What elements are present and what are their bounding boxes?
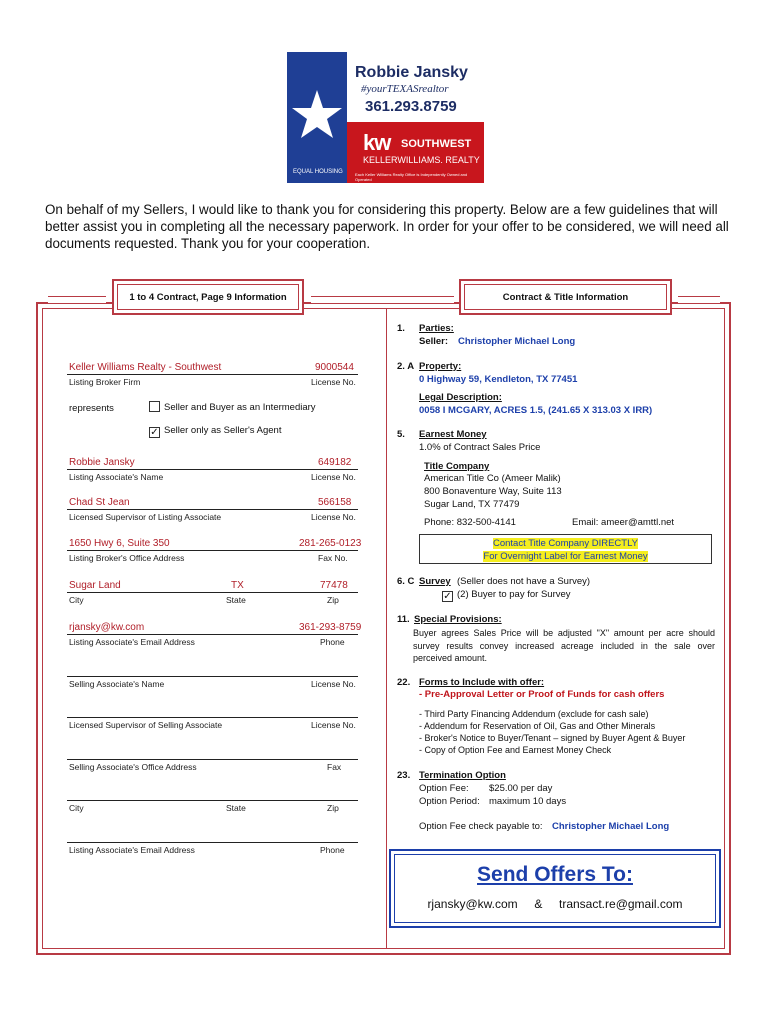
agent-phone: 361.293.8759 <box>365 98 457 115</box>
title-email: Email: ameer@amttl.net <box>572 517 675 528</box>
field-line <box>67 800 358 801</box>
field-line <box>67 469 358 470</box>
city-value: Sugar Land <box>69 580 121 591</box>
section-6-number: 6. C <box>397 576 415 587</box>
payable-label: Option Fee check payable to: <box>419 821 543 832</box>
special-provisions-text: Buyer agrees Sales Price will be adjusted "X" amount per acre should survey results convey increased acreage included in the sale over perceived amount. <box>413 628 715 663</box>
survey-checkbox[interactable]: ✓ <box>443 591 452 602</box>
forms-title: Forms to Include with offer: <box>419 677 545 688</box>
property-title: Property: <box>419 361 462 372</box>
sellers-agent-label: Seller only as Seller's Agent <box>164 425 282 436</box>
contact-note-line-1: Contact Title Company DIRECTLY <box>492 538 638 549</box>
option-fee-value: $25.00 per day <box>489 783 553 794</box>
property-value: 0 Highway 59, Kendleton, TX 77451 <box>419 374 578 385</box>
supervisor-value: Chad St Jean <box>69 497 130 508</box>
intro-paragraph: On behalf of my Sellers, I would like to thank you for considering this property. Below are a few guidelines that will better assist you in completing all the necessary paperwork. In order for your offer to be considered, we will need all documents requested. Thank you for your cooperation. <box>45 202 729 251</box>
title-company-title: Title Company <box>424 461 490 472</box>
zip-label: Zip <box>327 595 339 605</box>
office-address-label: Listing Broker's Office Address <box>69 553 185 563</box>
intermediary-checkbox[interactable] <box>149 401 160 412</box>
represents-label: represents <box>69 403 114 414</box>
email-value: rjansky@kw.com <box>69 622 145 633</box>
field-line <box>67 509 358 510</box>
license-label: License No. <box>311 679 356 689</box>
intermediary-option[interactable] <box>149 401 316 413</box>
header-rule <box>678 296 720 304</box>
send-offers-emails <box>391 897 719 911</box>
section-23-number: 23. <box>397 770 411 781</box>
forms-item: - Addendum for Reservation of Oil, Gas and Other Minerals <box>419 721 656 731</box>
city-label: City <box>69 803 84 813</box>
star-icon <box>291 88 343 140</box>
field-line <box>67 592 358 593</box>
agent-tagline: #yourTEXASrealtor <box>361 83 449 95</box>
assoc-license-value: 649182 <box>318 457 352 468</box>
seller-label: Seller: <box>419 336 449 347</box>
send-amp: & <box>534 897 543 911</box>
option-fee-label: Option Fee: <box>419 783 469 794</box>
option-period-value: maximum 10 days <box>489 796 567 807</box>
field-line <box>67 717 358 718</box>
broker-firm-label: Listing Broker Firm <box>69 377 141 387</box>
state-label: State <box>226 803 246 813</box>
fax-short-label: Fax <box>327 762 342 772</box>
assoc-name-label: Listing Associate's Name <box>69 472 164 482</box>
survey-title: Survey <box>419 576 451 587</box>
survey-option[interactable] <box>442 589 571 602</box>
assoc-name-value: Robbie Jansky <box>69 457 135 468</box>
phone-label: Phone <box>320 845 345 855</box>
special-provisions-title: Special Provisions: <box>414 614 502 625</box>
option-period-label: Option Period: <box>419 796 480 807</box>
send-offers-title: Send Offers To: <box>477 863 633 886</box>
section-22-number: 22. <box>397 677 411 688</box>
fax-label: Fax No. <box>318 553 348 563</box>
title-phone: Phone: 832-500-4141 <box>424 517 516 528</box>
send-email-2[interactable]: transact.re@gmail.com <box>559 897 683 911</box>
email-label-2: Listing Associate's Email Address <box>69 845 195 855</box>
agent-logo <box>287 52 484 183</box>
earnest-title: Earnest Money <box>419 429 487 440</box>
seller-value: Christopher Michael Long <box>458 336 576 347</box>
contact-title-note <box>419 534 712 564</box>
license-label: License No. <box>311 472 356 482</box>
termination-title: Termination Option <box>419 770 506 781</box>
supervisor-license-value: 566158 <box>318 497 352 508</box>
selling-name-label: Selling Associate's Name <box>69 679 165 689</box>
section-1-number: 1. <box>397 323 405 334</box>
phone-value: 361-293-8759 <box>299 622 362 633</box>
phone-label: Phone <box>320 637 345 647</box>
payable-value: Christopher Michael Long <box>552 821 670 832</box>
column-divider <box>386 308 387 949</box>
broker-license-value: 9000544 <box>315 362 354 373</box>
selling-office-label: Selling Associate's Office Address <box>69 762 197 772</box>
sellers-agent-checkbox[interactable]: ✓ <box>150 427 159 438</box>
license-label: License No. <box>311 377 356 387</box>
broker-firm-value: Keller Williams Realty - Southwest <box>69 362 222 373</box>
section-2-number: 2. A <box>397 361 415 372</box>
license-label: License No. <box>311 512 356 522</box>
title-company-line-3: Sugar Land, TX 77479 <box>424 499 520 510</box>
license-label: License No. <box>311 720 356 730</box>
intermediary-label: Seller and Buyer as an Intermediary <box>164 402 316 413</box>
section-5-number: 5. <box>397 429 405 440</box>
supervisor-label: Licensed Supervisor of Listing Associate <box>69 512 222 522</box>
parties-title: Parties: <box>419 323 454 334</box>
legal-title: Legal Description: <box>419 392 502 403</box>
field-line <box>67 634 358 635</box>
title-company-line-2: 800 Bonaventure Way, Suite 113 <box>424 486 562 497</box>
state-value: TX <box>231 580 244 591</box>
forms-item: - Broker's Notice to Buyer/Tenant – signed by Buyer Agent & Buyer <box>419 733 686 743</box>
sellers-agent-option[interactable] <box>149 425 281 438</box>
logo-fine-print: Each Keller Williams Realty Office is Independently Owned and Operated <box>355 172 468 182</box>
forms-required: - Pre-Approval Letter or Proof of Funds for cash offers <box>419 689 665 700</box>
earnest-value: 1.0% of Contract Sales Price <box>419 442 541 453</box>
section-11-number: 11. <box>397 614 410 625</box>
field-line <box>67 374 358 375</box>
header-rule <box>48 296 106 304</box>
field-line <box>67 676 358 677</box>
equal-housing-icon: EQUAL HOUSING <box>293 169 343 175</box>
header-rule <box>311 296 454 304</box>
field-line <box>67 550 358 551</box>
zip-value: 77478 <box>320 580 348 591</box>
city-label: City <box>69 595 84 605</box>
forms-item: - Third Party Financing Addendum (exclude for cash sale) <box>419 709 649 719</box>
selling-supervisor-label: Licensed Supervisor of Selling Associate <box>69 720 223 730</box>
field-line <box>67 842 358 843</box>
zip-label: Zip <box>327 803 339 813</box>
send-email-1[interactable]: rjansky@kw.com <box>427 897 518 911</box>
kw-logo: kw <box>363 130 391 155</box>
kw-realty: KELLERWILLIAMS. REALTY <box>363 155 480 165</box>
survey-option-label: (2) Buyer to pay for Survey <box>457 589 571 600</box>
email-label: Listing Associate's Email Address <box>69 637 195 647</box>
left-section-header: 1 to 4 Contract, Page 9 Information <box>112 279 304 315</box>
send-offers-box <box>389 849 721 928</box>
legal-value: 0058 I MCGARY, ACRES 1.5, (241.65 X 313.03 X IRR) <box>419 405 653 416</box>
contact-note-line-2: For Overnight Label for Earnest Money <box>483 551 648 562</box>
office-address-value: 1650 Hwy 6, Suite 350 <box>69 538 170 549</box>
survey-note: (Seller does not have a Survey) <box>457 576 591 587</box>
right-section-header: Contract & Title Information <box>459 279 672 315</box>
state-label: State <box>226 595 246 605</box>
agent-name: Robbie Jansky <box>355 64 468 81</box>
forms-item: - Copy of Option Fee and Earnest Money Check <box>419 745 612 755</box>
field-line <box>67 759 358 760</box>
title-company-line-1: American Title Co (Ameer Malik) <box>424 473 561 484</box>
fax-value: 281-265-0123 <box>299 538 362 549</box>
kw-southwest: SOUTHWEST <box>401 138 472 150</box>
